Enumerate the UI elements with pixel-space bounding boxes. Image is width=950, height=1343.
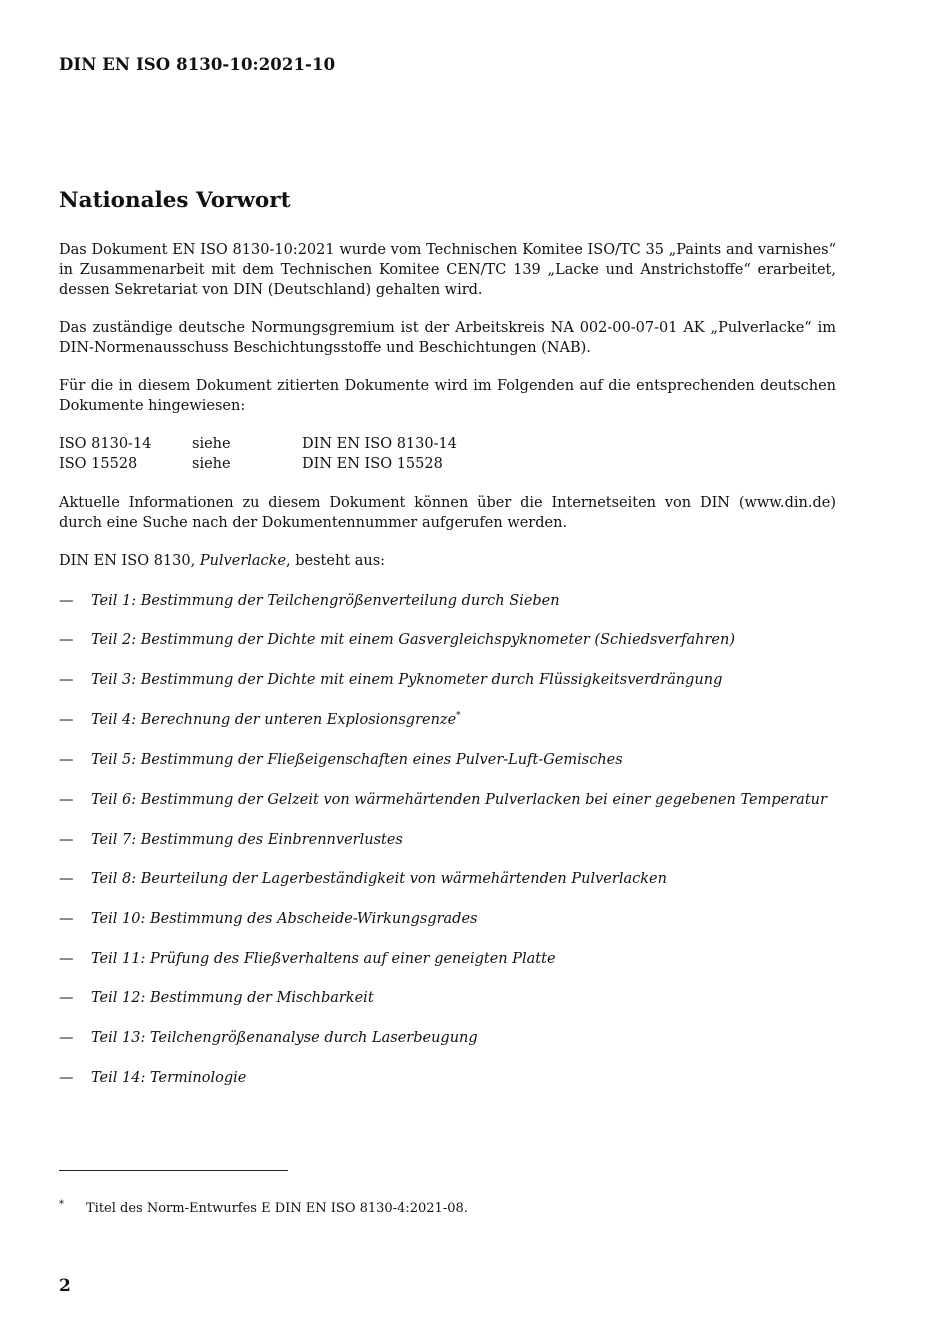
list-dash: — [59, 911, 74, 927]
list-item-text: Teil 4: Berechnung der unteren Explosionsgrenze [91, 712, 457, 728]
list-item-text: Teil 6: Bestimmung der Gelzeit von wärmehärtenden Pulverlacken bei einer gegebenen Temperatur [91, 792, 827, 808]
paragraph-references-intro: Für die in diesem Dokument zitierten Dokumente wird im Folgenden auf die entsprechenden deutschen Dokumente hingewiesen: [59, 378, 836, 414]
list-dash: — [59, 832, 74, 848]
page-number: 2 [59, 1276, 71, 1296]
list-item-text: Teil 3: Bestimmung der Dichte mit einem Pyknometer durch Flüssigkeitsverdrängung [91, 672, 723, 688]
list-dash: — [59, 990, 74, 1006]
list-item-text: Teil 10: Bestimmung des Abscheide-Wirkungsgrades [91, 911, 478, 927]
paragraph-standards-body: Das zuständige deutsche Normungsgremium ist der Arbeitskreis NA 002-00-07-01 AK „Pulverlacke“ im DIN-Normenausschuss Beschichtungsstoffe und Beschichtungen (NAB). [59, 320, 836, 356]
list-dash: — [59, 951, 74, 967]
list-dash: — [59, 1030, 74, 1046]
list-item-text: Teil 2: Bestimmung der Dichte mit einem Gasvergleichspyknometer (Schiedsverfahren) [91, 632, 735, 648]
reference-din: DIN EN ISO 8130-14 [302, 436, 457, 452]
footnote-separator [59, 1170, 288, 1171]
list-dash: — [59, 752, 74, 768]
list-item-text: Teil 8: Beurteilung der Lagerbeständigkeit von wärmehärtenden Pulverlacken [91, 871, 667, 887]
list-item-text: Teil 11: Prüfung des Fließverhaltens auf einer geneigten Platte [91, 951, 556, 967]
list-item-text: Teil 13: Teilchengrößenanalyse durch Laserbeugung [91, 1030, 478, 1046]
reference-see: siehe [192, 436, 231, 452]
document-header: DIN EN ISO 8130-10:2021-10 [59, 55, 336, 74]
footnote-text: Titel des Norm-Entwurfes E DIN EN ISO 8130-4:2021-08. [86, 1201, 468, 1216]
reference-iso: ISO 15528 [59, 456, 138, 472]
paragraph-information: Aktuelle Informationen zu diesem Dokument können über die Internetseiten von DIN (www.din.de) durch eine Suche nach der Dokumentennummer aufgerufen werden. [59, 495, 836, 531]
list-dash: — [59, 871, 74, 887]
list-item-text: Teil 1: Bestimmung der Teilchengrößenverteilung durch Sieben [91, 593, 560, 609]
footnote-mark: * [59, 1199, 64, 1210]
list-dash: — [59, 672, 74, 688]
list-dash: — [59, 632, 74, 648]
series-intro-suffix: , besteht aus: [286, 553, 386, 569]
list-item-text: Teil 5: Bestimmung der Fließeigenschaften eines Pulver-Luft-Gemisches [91, 752, 623, 768]
list-item-text: Teil 14: Terminologie [91, 1070, 247, 1086]
footnote-reference[interactable]: * [456, 711, 461, 721]
list-dash: — [59, 1070, 74, 1086]
list-item-text-with-footnote [91, 710, 461, 732]
paragraph-committee: Das Dokument EN ISO 8130-10:2021 wurde vom Technischen Komitee ISO/TC 35 „Paints and varnishes“ in Zusammenarbeit mit dem Technischen Komitee CEN/TC 139 „Lacke und Anstrichstoffe“ erarbeitet, dessen Sekretariat von DIN (Deutschland) gehalten wird. [59, 242, 836, 298]
reference-iso: ISO 8130-14 [59, 436, 152, 452]
series-intro-prefix: DIN EN ISO 8130, [59, 553, 200, 569]
list-dash: — [59, 712, 74, 728]
list-item-text: Teil 12: Bestimmung der Mischbarkeit [91, 990, 374, 1006]
section-title: Nationales Vorwort [59, 188, 291, 213]
list-dash: — [59, 792, 74, 808]
list-dash: — [59, 593, 74, 609]
series-intro-title: Pulverlacke [199, 553, 287, 569]
reference-din: DIN EN ISO 15528 [302, 456, 443, 472]
list-item-text: Teil 7: Bestimmung des Einbrennverlustes [91, 832, 403, 848]
series-intro [59, 551, 836, 571]
reference-see: siehe [192, 456, 231, 472]
